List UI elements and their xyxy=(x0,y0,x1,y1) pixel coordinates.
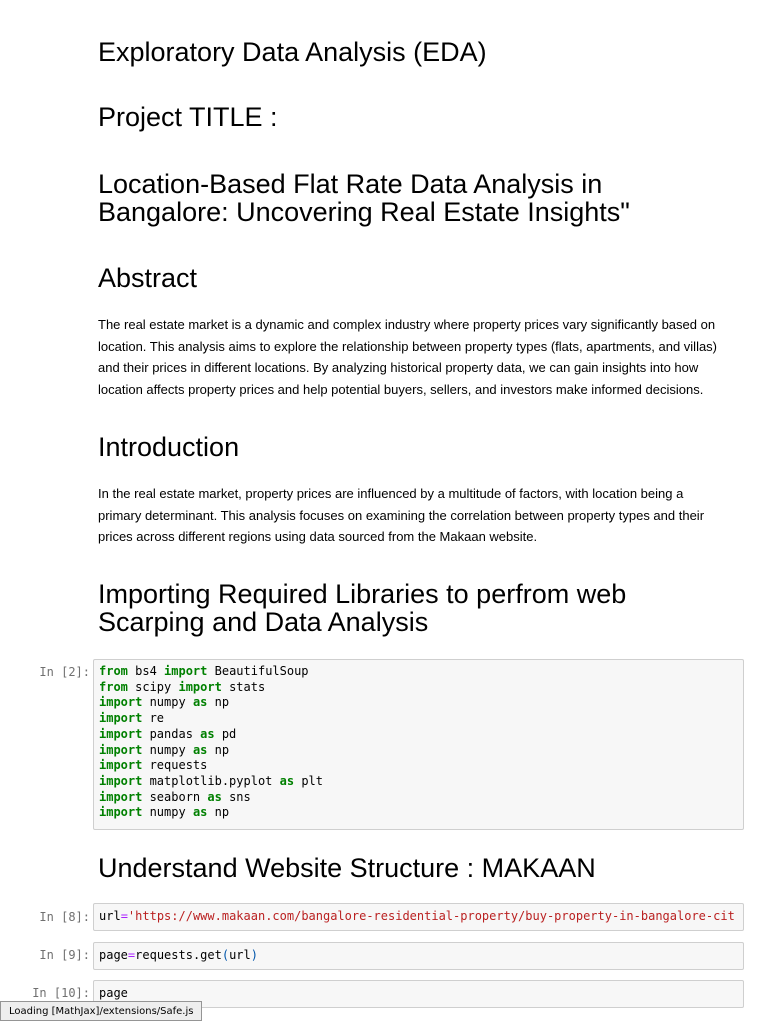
code-text: plt xyxy=(294,773,323,788)
keyword: as xyxy=(192,695,208,710)
code-line xyxy=(99,680,738,696)
keyword: import xyxy=(99,805,143,820)
keyword: import xyxy=(99,742,143,757)
code-cell-page[interactable] xyxy=(93,942,744,970)
code-text: stats xyxy=(221,679,266,694)
code-text: requests.get xyxy=(135,948,222,962)
code-line xyxy=(99,711,738,727)
code-line xyxy=(99,774,738,790)
code-text: pandas xyxy=(142,726,201,741)
operator: = xyxy=(120,909,128,923)
keyword: import xyxy=(99,726,143,741)
operator: = xyxy=(127,948,136,962)
code-text: sns xyxy=(221,789,251,804)
code-text: bs4 xyxy=(127,664,165,678)
code-text: re xyxy=(142,711,165,726)
code-line xyxy=(99,790,738,806)
intro-line: primary determinant. This analysis focuses on examining the correlation between property types and their xyxy=(98,507,705,523)
code-text: page xyxy=(99,948,128,962)
code-line xyxy=(99,664,738,680)
abstract-line: and their prices in different locations. By analyzing historical property data, we can gain insights into how xyxy=(98,360,699,376)
code-text: numpy xyxy=(142,805,193,820)
code-text: url xyxy=(229,948,251,962)
heading-location-title-line1: Location-Based Flat Rate Data Analysis in xyxy=(98,169,603,199)
mathjax-status-bar: Loading [MathJax]/extensions/Safe.js xyxy=(0,1001,202,1021)
heading-project-title xyxy=(98,103,748,131)
code-text: url xyxy=(99,909,121,923)
abstract-line: location affects property prices and help potential buyers, sellers, and investors make informed decisions. xyxy=(98,382,704,398)
keyword: from xyxy=(99,664,128,678)
keyword: as xyxy=(207,789,222,804)
heading-importing-line2: Scarping and Data Analysis xyxy=(98,607,429,637)
heading-introduction xyxy=(98,433,748,461)
code-line xyxy=(99,743,738,759)
abstract-paragraph xyxy=(98,314,748,401)
keyword: import xyxy=(99,789,143,804)
keyword: as xyxy=(279,773,295,788)
cell-prompt-page-display: In [10]: xyxy=(32,986,90,1000)
code-text: BeautifulSoup xyxy=(207,664,309,678)
code-text: np xyxy=(207,742,230,757)
intro-line: In the real estate market, property prices are influenced by a multitude of factors, with location being a xyxy=(98,486,684,501)
heading-eda xyxy=(98,38,748,66)
code-line xyxy=(99,948,738,964)
heading-introduction-text: Introduction xyxy=(98,432,240,462)
cell-prompt-page: In [9]: xyxy=(39,948,90,962)
heading-project-title-text: Project TITLE : xyxy=(98,102,278,132)
code-cell-imports[interactable] xyxy=(93,659,744,830)
introduction-paragraph xyxy=(98,483,748,548)
keyword: as xyxy=(200,726,215,741)
heading-abstract-text: Abstract xyxy=(98,263,198,293)
cell-prompt-url: In [8]: xyxy=(39,910,90,924)
heading-abstract xyxy=(98,264,748,292)
intro-line: prices across different regions using data sourced from the Makaan website. xyxy=(98,529,538,545)
code-text: requests xyxy=(142,758,208,773)
heading-understand-text: Understand Website Structure : MAKAAN xyxy=(98,853,596,883)
abstract-line: The real estate market is a dynamic and complex industry where property prices vary significantly based on xyxy=(98,317,716,332)
code-text: pd xyxy=(214,726,237,741)
cell-prompt-imports: In [2]: xyxy=(39,665,90,679)
heading-location-title-line2: Bangalore: Uncovering Real Estate Insights" xyxy=(98,197,630,227)
code-cell-url[interactable] xyxy=(93,903,744,931)
heading-location-title xyxy=(98,170,748,226)
paren: ) xyxy=(250,948,258,962)
keyword: import xyxy=(99,711,143,726)
keyword: as xyxy=(192,805,208,820)
heading-importing-line1: Importing Required Libraries to perfrom web xyxy=(98,579,627,609)
code-text: scipy xyxy=(127,679,179,694)
keyword: from xyxy=(99,679,128,694)
paren: ( xyxy=(221,948,230,962)
keyword: import xyxy=(99,773,143,788)
code-line xyxy=(99,805,738,821)
code-text: matplotlib.pyplot xyxy=(142,773,280,788)
code-line xyxy=(99,695,738,711)
heading-understand xyxy=(98,854,748,882)
code-line: page xyxy=(99,986,128,1000)
keyword: import xyxy=(164,664,208,678)
string-literal: 'https://www.makaan.com/bangalore-residential-property/buy-property-in-bangalore-cit xyxy=(127,909,735,923)
code-line xyxy=(99,727,738,743)
code-text: seaborn xyxy=(142,789,208,804)
keyword: import xyxy=(178,679,222,694)
code-text: np xyxy=(207,695,230,710)
heading-importing xyxy=(98,580,748,636)
code-line xyxy=(99,909,738,925)
code-text: numpy xyxy=(142,742,193,757)
code-text: numpy xyxy=(142,695,193,710)
keyword: as xyxy=(192,742,208,757)
code-text: np xyxy=(207,805,230,820)
code-line xyxy=(99,758,738,774)
keyword: import xyxy=(99,695,143,710)
keyword: import xyxy=(99,758,143,773)
heading-eda-text: Exploratory Data Analysis (EDA) xyxy=(98,37,487,67)
abstract-line: location. This analysis aims to explore the relationship between property types (flats, apartments, and villas) xyxy=(98,338,718,354)
